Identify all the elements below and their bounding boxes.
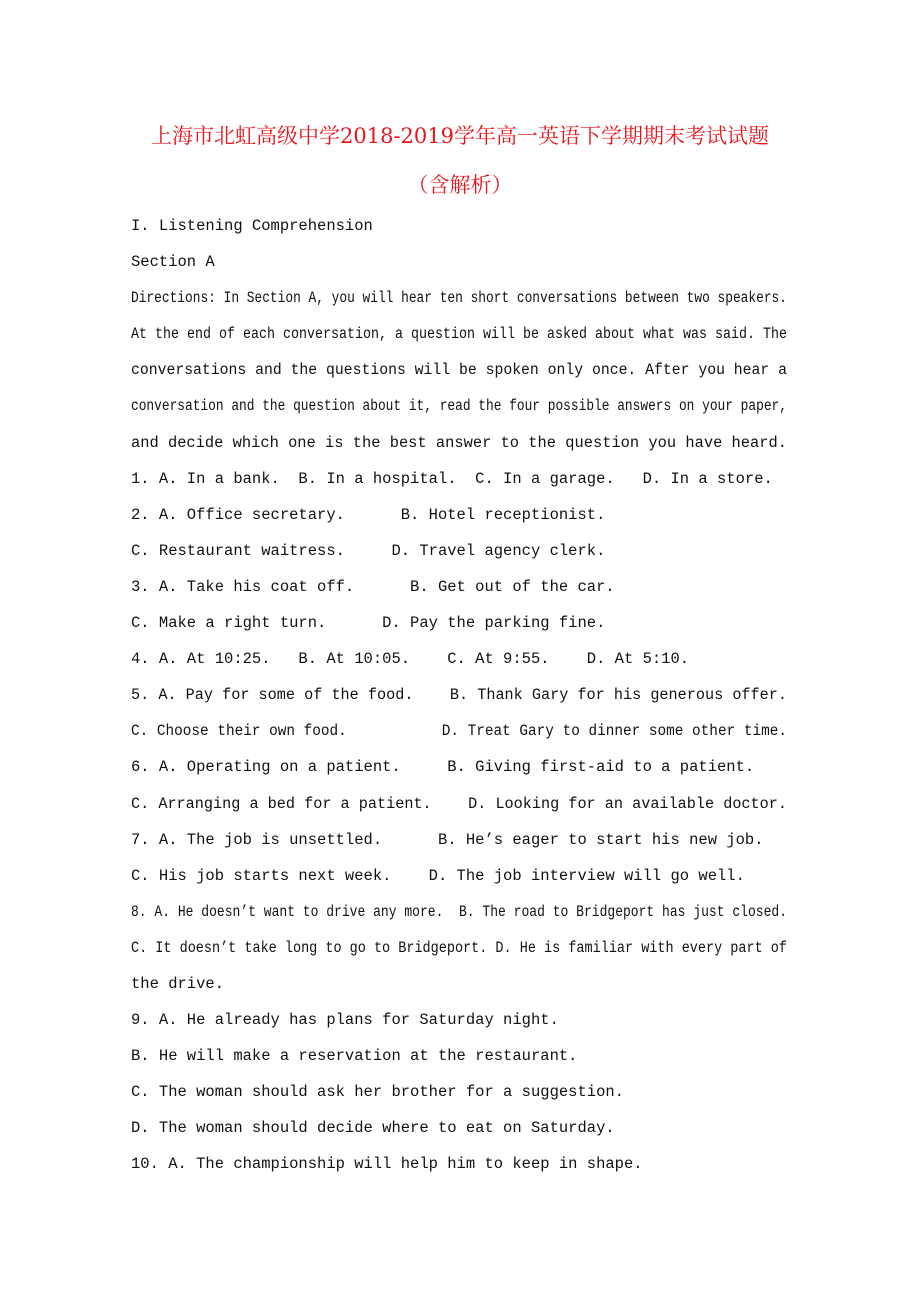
text-line [131,1008,787,1044]
text-line [131,900,787,936]
text-line [131,647,787,683]
text-line-content: C. Choose their own food. D. Treat Gary to dinner some other time. [131,722,787,741]
text-line [131,1080,787,1116]
text-line-content: 4. A. At 10:25. B. At 10:05. C. At 9:55. D. At 5:10. [131,650,690,669]
text-line [131,250,787,286]
text-line-content: 7. A. The job is unsettled. B. He’s eager to start his new job. [131,830,764,849]
text-line-content: Directions: In Section A, you will hear ten short conversations between two speakers. [131,289,787,308]
text-line-content: At the end of each conversation, a question will be asked about what was said. The [131,325,787,344]
text-line [131,864,787,900]
text-line [131,431,787,467]
text-line [131,1152,787,1188]
text-line [131,322,787,358]
text-line-content: B. He will make a reservation at the restaurant. [131,1047,578,1066]
text-line [131,214,787,250]
text-line-content: 2. A. Office secretary. B. Hotel receptionist. [131,505,606,524]
text-line [131,683,787,719]
text-line-content: C. The woman should ask her brother for a suggestion. [131,1083,624,1102]
text-line-content: C. It doesn’t take long to go to Bridgeport. D. He is familiar with every part of [131,938,787,957]
text-line [131,936,787,972]
text-line-content: 8. A. He doesn’t want to drive any more. B. The road to Bridgeport has just closed. [131,902,787,921]
text-line [131,539,787,575]
text-line [131,828,787,864]
text-line [131,1044,787,1080]
text-line-content: the drive. [131,974,225,993]
text-line [131,755,787,791]
document-body [131,214,787,1189]
text-line [131,792,787,828]
document-title: 上海市北虹高级中学2018-2019学年高一英语下学期期末考试试题 [151,124,769,148]
text-line-content: 5. A. Pay for some of the food. B. Thank Gary for his generous offer. [131,686,787,705]
text-line-content: 9. A. He already has plans for Saturday night. [131,1011,559,1030]
text-line-content: 6. A. Operating on a patient. B. Giving first-aid to a patient. [131,758,755,777]
text-line-content: C. Restaurant waitress. D. Travel agency clerk. [131,541,606,560]
text-line [131,358,787,394]
text-line [131,467,787,503]
text-line-content: C. His job starts next week. D. The job interview will go well. [131,866,745,885]
text-line-content: 3. A. Take his coat off. B. Get out of the car. [131,577,615,596]
text-line-content: I. Listening Comprehension [131,217,373,235]
text-line [131,611,787,647]
text-line [131,719,787,755]
text-line [131,575,787,611]
text-line-content: Section A [131,253,215,272]
text-line-content: conversations and the questions will be spoken only once. After you hear a [131,361,787,380]
text-line [131,286,787,322]
text-line-content: and decide which one is the best answer to the question you have heard. [131,433,787,452]
text-line [131,394,787,430]
text-line [131,972,787,1008]
document-subtitle: （含解析） [407,173,513,197]
text-line [131,503,787,539]
text-line-content: conversation and the question about it, read the four possible answers on your paper, [131,397,787,416]
text-line-content: C. Make a right turn. D. Pay the parking fine. [131,614,606,633]
text-line-content: C. Arranging a bed for a patient. D. Looking for an available doctor. [131,794,787,813]
text-line-content: 1. A. In a bank. B. In a hospital. C. In a garage. D. In a store. [131,469,773,488]
text-line-content: 10. A. The championship will help him to keep in shape. [131,1155,643,1174]
text-line [131,1116,787,1152]
text-line-content: D. The woman should decide where to eat on Saturday. [131,1119,615,1138]
